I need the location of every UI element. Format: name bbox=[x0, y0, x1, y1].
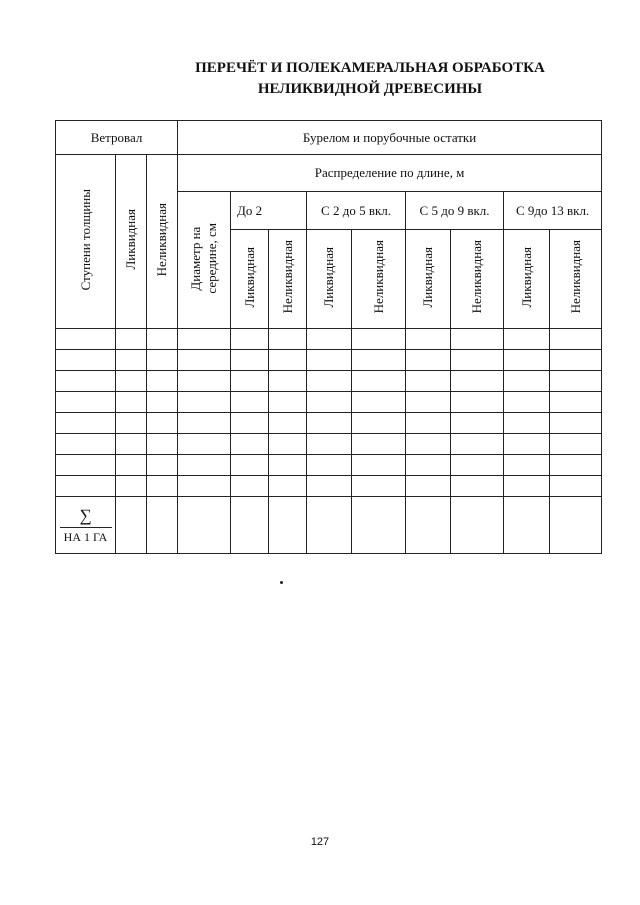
table-cell bbox=[352, 329, 406, 350]
table-cell bbox=[56, 392, 116, 413]
table-cell bbox=[269, 371, 307, 392]
table-row bbox=[56, 434, 602, 455]
table-row bbox=[56, 371, 602, 392]
table-cell bbox=[56, 455, 116, 476]
table-cell bbox=[504, 350, 550, 371]
header-windfall: Ветровал bbox=[56, 121, 178, 155]
table-cell bbox=[550, 476, 602, 497]
title-line-1: ПЕРЕЧЁТ И ПОЛЕКАМЕРАЛЬНАЯ ОБРАБОТКА bbox=[195, 60, 545, 76]
header-range-4-liquid: Ликвидная bbox=[504, 230, 550, 329]
table-cell bbox=[178, 392, 231, 413]
table-cell bbox=[269, 350, 307, 371]
header-range-2-illiquid: Неликвидная bbox=[352, 230, 406, 329]
header-range-4-illiquid: Неликвидная bbox=[550, 230, 602, 329]
count-table bbox=[55, 120, 602, 554]
table-cell bbox=[178, 371, 231, 392]
table-cell bbox=[451, 434, 504, 455]
table-cell bbox=[307, 455, 352, 476]
table-cell bbox=[550, 329, 602, 350]
table-cell bbox=[352, 413, 406, 434]
table-cell bbox=[147, 350, 178, 371]
table-row bbox=[56, 476, 602, 497]
table-cell bbox=[451, 392, 504, 413]
header-range-1-liquid: Ликвидная bbox=[231, 230, 269, 329]
table-cell bbox=[231, 455, 269, 476]
header-diameter: Диаметр на середине, см bbox=[178, 192, 231, 329]
table-row bbox=[56, 455, 602, 476]
table-cell bbox=[269, 413, 307, 434]
table-cell bbox=[406, 497, 451, 554]
table-cell bbox=[56, 434, 116, 455]
table-cell bbox=[504, 392, 550, 413]
table-cell bbox=[231, 476, 269, 497]
table-cell bbox=[550, 392, 602, 413]
table-cell bbox=[269, 497, 307, 554]
table-cell bbox=[56, 350, 116, 371]
table-cell bbox=[451, 350, 504, 371]
table-cell bbox=[116, 371, 147, 392]
header-thickness-steps: Ступени толщины bbox=[56, 155, 116, 329]
table-cell bbox=[147, 329, 178, 350]
table-row bbox=[56, 350, 602, 371]
header-range-3-liquid: Ликвидная bbox=[406, 230, 451, 329]
table-cell bbox=[269, 329, 307, 350]
table-cell bbox=[307, 476, 352, 497]
table-cell bbox=[451, 371, 504, 392]
table-cell bbox=[352, 350, 406, 371]
table-row bbox=[56, 413, 602, 434]
table-cell bbox=[550, 350, 602, 371]
table-cell bbox=[231, 371, 269, 392]
header-windbreak: Бурелом и порубочные остатки bbox=[178, 121, 602, 155]
table-cell bbox=[406, 350, 451, 371]
table-cell bbox=[307, 350, 352, 371]
table-cell bbox=[550, 434, 602, 455]
table-cell bbox=[116, 455, 147, 476]
table-cell bbox=[504, 434, 550, 455]
table-cell bbox=[231, 434, 269, 455]
table-cell bbox=[178, 413, 231, 434]
table-cell bbox=[307, 497, 352, 554]
table-cell bbox=[406, 434, 451, 455]
page-number: 127 bbox=[310, 836, 330, 848]
table-cell bbox=[550, 371, 602, 392]
table-cell bbox=[147, 497, 178, 554]
table-cell bbox=[178, 497, 231, 554]
header-range-3-illiquid: Неликвидная bbox=[451, 230, 504, 329]
table-cell bbox=[178, 455, 231, 476]
table-cell bbox=[451, 413, 504, 434]
table-cell bbox=[116, 434, 147, 455]
table-row bbox=[56, 392, 602, 413]
header-range-3: С 5 до 9 вкл. bbox=[406, 192, 504, 230]
table-cell bbox=[269, 476, 307, 497]
table-cell bbox=[147, 476, 178, 497]
table-cell bbox=[307, 371, 352, 392]
header-range-1-illiquid: Неликвидная bbox=[269, 230, 307, 329]
table-cell bbox=[56, 329, 116, 350]
sum-per-hectare-cell bbox=[56, 497, 116, 554]
table-cell bbox=[451, 476, 504, 497]
table-cell bbox=[352, 434, 406, 455]
table-cell bbox=[147, 455, 178, 476]
table-cell bbox=[307, 329, 352, 350]
table-cell bbox=[550, 455, 602, 476]
table-cell bbox=[406, 371, 451, 392]
table-cell bbox=[504, 371, 550, 392]
table-cell bbox=[269, 455, 307, 476]
table-cell bbox=[307, 413, 352, 434]
header-distribution: Распределение по длине, м bbox=[178, 155, 602, 192]
table-cell bbox=[231, 392, 269, 413]
table-cell bbox=[147, 392, 178, 413]
table-cell bbox=[269, 392, 307, 413]
sum-symbol: ∑ bbox=[79, 505, 92, 525]
table-cell bbox=[231, 350, 269, 371]
table-cell bbox=[231, 497, 269, 554]
table-cell bbox=[504, 413, 550, 434]
table-cell bbox=[352, 497, 406, 554]
table-cell bbox=[406, 455, 451, 476]
table-cell bbox=[116, 392, 147, 413]
table-cell bbox=[451, 497, 504, 554]
table-cell bbox=[550, 497, 602, 554]
table-cell bbox=[307, 392, 352, 413]
table-cell bbox=[406, 392, 451, 413]
stray-dot bbox=[280, 581, 283, 584]
table-cell bbox=[352, 371, 406, 392]
header-windfall-illiquid: Неликвидная bbox=[147, 155, 178, 329]
table-cell bbox=[231, 329, 269, 350]
table-cell bbox=[116, 413, 147, 434]
table-cell bbox=[178, 329, 231, 350]
header-range-2-liquid: Ликвидная bbox=[307, 230, 352, 329]
header-range-1: До 2 bbox=[231, 192, 307, 230]
table-cell bbox=[56, 371, 116, 392]
table-cell bbox=[504, 455, 550, 476]
fraction-line bbox=[60, 527, 112, 528]
title-line-2: НЕЛИКВИДНОЙ ДРЕВЕСИНЫ bbox=[257, 81, 483, 97]
table-cell bbox=[147, 434, 178, 455]
table-cell bbox=[116, 329, 147, 350]
table-cell bbox=[116, 497, 147, 554]
table-cell bbox=[504, 329, 550, 350]
table-cell bbox=[352, 476, 406, 497]
table-cell bbox=[451, 455, 504, 476]
table-cell bbox=[352, 455, 406, 476]
table-cell bbox=[178, 434, 231, 455]
table-cell bbox=[550, 413, 602, 434]
table-cell bbox=[307, 434, 352, 455]
table-cell bbox=[406, 413, 451, 434]
table-cell bbox=[178, 476, 231, 497]
page-title bbox=[150, 58, 590, 100]
table-cell bbox=[451, 329, 504, 350]
table-cell bbox=[116, 350, 147, 371]
table-cell bbox=[147, 413, 178, 434]
per-hectare-label: НА 1 ГА bbox=[63, 529, 108, 544]
table-cell bbox=[147, 371, 178, 392]
table-row bbox=[56, 329, 602, 350]
header-windfall-liquid: Ликвидная bbox=[116, 155, 147, 329]
header-range-2: С 2 до 5 вкл. bbox=[307, 192, 406, 230]
table-cell bbox=[56, 476, 116, 497]
table-cell bbox=[269, 434, 307, 455]
table-cell bbox=[504, 497, 550, 554]
table-body bbox=[56, 329, 602, 497]
table-cell bbox=[352, 392, 406, 413]
table-cell bbox=[504, 476, 550, 497]
header-range-4: С 9до 13 вкл. bbox=[504, 192, 602, 230]
table-cell bbox=[178, 350, 231, 371]
table-cell bbox=[406, 476, 451, 497]
table-cell bbox=[56, 413, 116, 434]
table-cell bbox=[406, 329, 451, 350]
table-cell bbox=[231, 413, 269, 434]
table-cell bbox=[116, 476, 147, 497]
